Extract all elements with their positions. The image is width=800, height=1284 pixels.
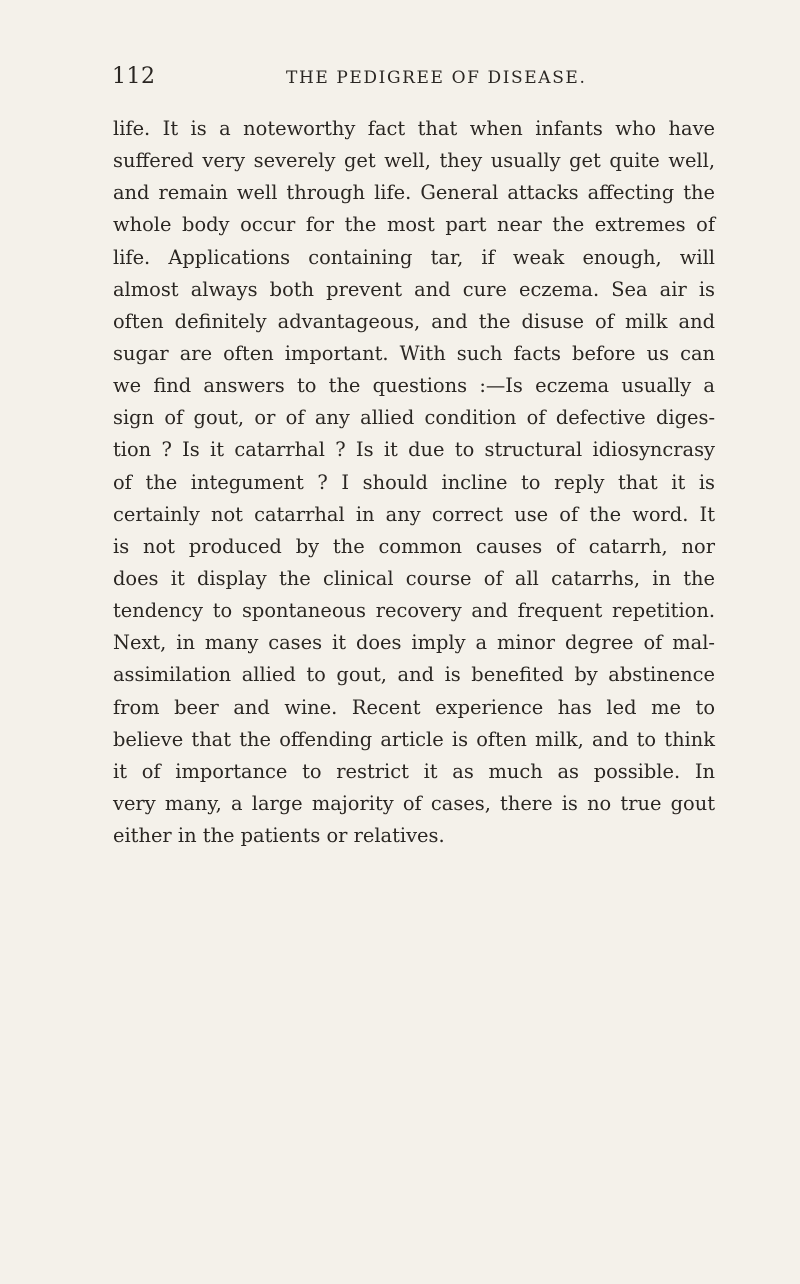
text-line: believe that the offending article is often milk, and to think xyxy=(113,727,715,751)
text-line: often definitely advantageous, and the disuse of milk and xyxy=(113,309,715,333)
text-line: tendency to spontaneous recovery and frequent repetition. xyxy=(113,599,715,623)
text-line: sign of gout, or of any allied condition of defective diges- xyxy=(113,406,715,430)
text-line: life. Applications containing tar, if weak enough, will xyxy=(113,245,715,269)
text-line: almost always both prevent and cure eczema. Sea air is xyxy=(113,277,715,301)
text-line: sugar are often important. With such facts before us can xyxy=(113,341,715,365)
text-line: very many, a large majority of cases, there is no true gout xyxy=(113,791,715,815)
text-line: tion ? Is it catarrhal ? Is it due to structural idiosyncrasy xyxy=(113,438,715,462)
text-line: assimilation allied to gout, and is benefited by abstinence xyxy=(113,663,715,687)
page-header xyxy=(112,64,712,94)
text-line: life. It is a noteworthy fact that when infants who have xyxy=(113,117,715,140)
text-line: it of importance to restrict it as much as possible. In xyxy=(113,759,715,783)
text-line: Next, in many cases it does imply a minor degree of mal- xyxy=(113,631,715,655)
text-line: suffered very severely get well, they usually get quite well, xyxy=(113,149,715,173)
text-line: whole body occur for the most part near the extremes of xyxy=(113,213,715,237)
text-line: we find answers to the questions :—Is eczema usually a xyxy=(113,374,715,398)
text-line: is not produced by the common causes of catarrh, nor xyxy=(113,534,715,558)
page-number: 112 xyxy=(112,64,156,89)
text-line: from beer and wine. Recent experience has led me to xyxy=(113,695,715,719)
text-line: certainly not catarrhal in any correct use of the word. It xyxy=(113,502,715,526)
running-head: THE PEDIGREE OF DISEASE. xyxy=(286,68,587,88)
text-line: and remain well through life. General attacks affecting the xyxy=(113,181,715,205)
body-text xyxy=(113,113,715,852)
text-line: either in the patients or relatives. xyxy=(113,824,445,848)
text-line: of the integument ? I should incline to reply that it is xyxy=(113,470,715,494)
text-line: does it display the clinical course of all catarrhs, in the xyxy=(113,566,715,590)
